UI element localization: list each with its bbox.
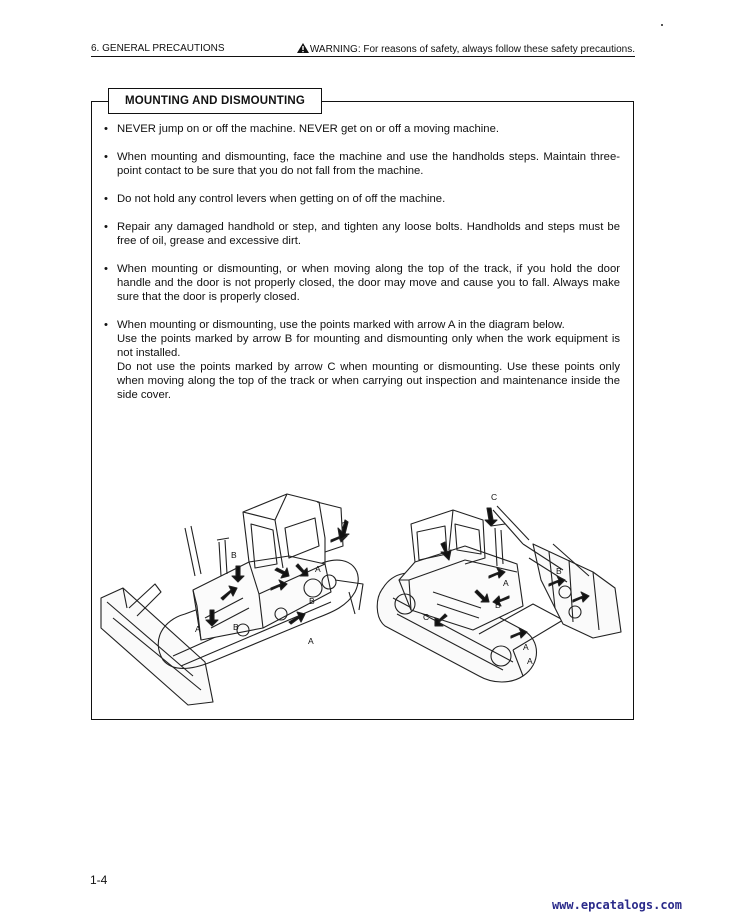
precaution-text: NEVER jump on or off the machine. NEVER get on or off a moving machine. <box>117 123 499 135</box>
precaution-item <box>104 318 620 402</box>
precaution-item <box>104 262 620 304</box>
precaution-text: When mounting and dismounting, face the machine and use the handholds steps. Maintain three-point contact to be sure that you do not fall from the machine. <box>117 151 620 177</box>
bullet-icon: • <box>104 123 108 135</box>
diagram-arrow-label: A <box>523 642 529 652</box>
scan-dot <box>661 24 663 26</box>
watermark-url: www.epcatalogs.com <box>551 898 682 912</box>
bullet-icon: • <box>104 319 108 331</box>
precaution-item <box>104 122 620 136</box>
precaution-text: Repair any damaged handhold or step, and tighten any loose bolts. Handholds and steps must be free of oil, grease and excessive dirt. <box>117 221 620 247</box>
precaution-text: Do not hold any control levers when getting on of off the machine. <box>117 193 446 205</box>
page-header <box>91 43 635 57</box>
diagram-arrow-label: C <box>341 520 348 530</box>
diagram-arrow-label: A <box>315 564 321 574</box>
warning-text: WARNING: For reasons of safety, always follow these safety precautions. <box>309 44 635 55</box>
precaution-text: When mounting or dismounting, or when moving along the top of the track, if you hold the door handle and the door is not properly closed, the door may move and cause you to fall. Always make sure that the door is properly closed. <box>117 263 620 303</box>
bullet-icon: • <box>104 151 108 163</box>
precaution-text: When mounting or dismounting, use the points marked with arrow A in the diagram below. <box>117 319 565 331</box>
precaution-item <box>104 150 620 178</box>
diagram-arrow-label: B <box>556 566 562 576</box>
bullet-icon: • <box>104 193 108 205</box>
header-rule <box>91 56 635 57</box>
diagram-arrow-label: B <box>309 596 315 606</box>
diagram-arrow-label: A <box>527 656 533 666</box>
precaution-list <box>104 122 620 402</box>
bulldozer-diagram <box>93 480 629 710</box>
diagram-arrow-label: B <box>495 600 501 610</box>
section-box-title: MOUNTING AND DISMOUNTING <box>108 88 322 114</box>
diagram-arrow-label: A <box>503 578 509 588</box>
diagram-arrow-label: B <box>231 550 237 560</box>
bullet-icon: • <box>104 221 108 233</box>
diagram-arrow-label: C <box>423 612 430 622</box>
warning-note <box>297 43 635 55</box>
diagram-arrow-label: C <box>491 492 498 502</box>
page-number: 1-4 <box>90 873 108 887</box>
right-bulldozer-illustration <box>377 506 621 682</box>
precaution-item <box>104 220 620 248</box>
diagram-arrow-label: A <box>308 636 314 646</box>
precaution-text: Use the points marked by arrow B for mounting and dismounting only when the work equipment is not installed. <box>117 333 620 359</box>
warning-triangle-icon <box>297 43 309 53</box>
bullet-icon: • <box>104 263 108 275</box>
section-title: 6. GENERAL PRECAUTIONS <box>91 43 225 54</box>
precaution-item <box>104 192 620 206</box>
left-bulldozer-illustration <box>101 494 363 705</box>
diagram-arrow-label: B <box>233 622 239 632</box>
precaution-text: Do not use the points marked by arrow C when mounting or dismounting. Use these points only when moving along the top of the track or when carrying out inspection and maintenance inside the side cover. <box>117 361 620 401</box>
diagram-arrow-label: A <box>195 624 201 634</box>
